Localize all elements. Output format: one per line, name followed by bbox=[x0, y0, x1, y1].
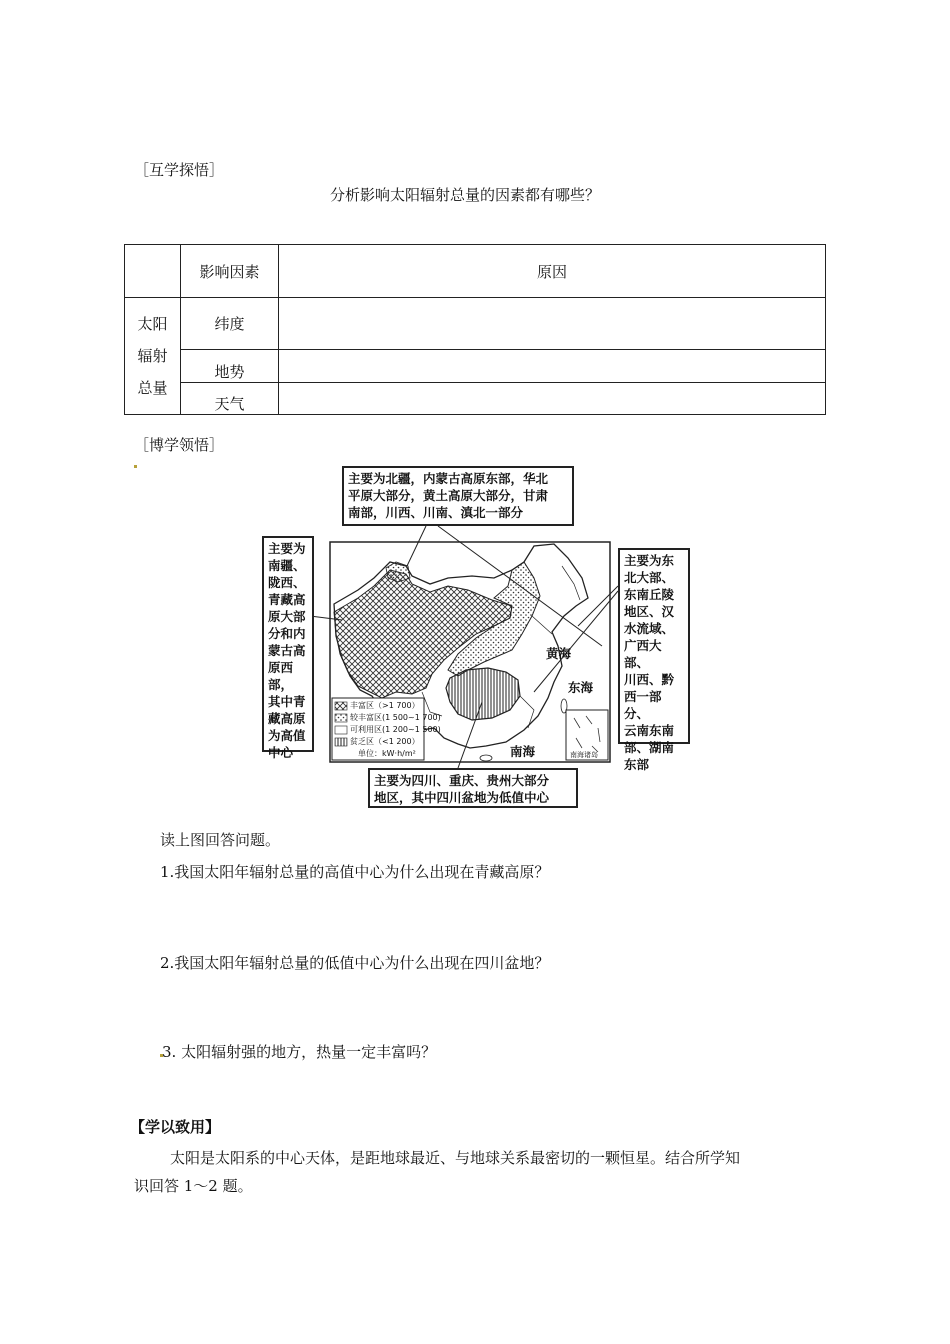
sea-label-huanghai: 黄海 bbox=[546, 646, 572, 661]
inset-label: 南海诸岛 bbox=[570, 751, 598, 759]
callout-line: 水流域、 bbox=[624, 621, 675, 636]
table-reason-cell[interactable] bbox=[279, 298, 826, 350]
question-1: 1.我国太阳年辐射总量的高值中心为什么出现在青藏高原？ bbox=[160, 863, 550, 881]
callout-line: 其中青 bbox=[268, 694, 306, 709]
table-header-factor: 影响因素 bbox=[181, 245, 279, 298]
callout-line: 蒙古高 bbox=[268, 643, 306, 658]
callout-line: 主要为北疆，内蒙古高原东部，华北 bbox=[348, 471, 549, 486]
paragraph-line: 太阳是太阳系的中心天体，是距地球最近、与地球关系最密切的一颗恒星。结合所学知 bbox=[170, 1149, 741, 1167]
callout-line: 分和内 bbox=[268, 626, 306, 641]
callout-line: 东部 bbox=[624, 757, 650, 772]
callout-line: 部、湖南 bbox=[624, 740, 675, 755]
callout-line: 陇西、 bbox=[268, 575, 306, 590]
section-heading-huxue: ［互学探悟］ bbox=[134, 161, 225, 179]
table-corner-cell bbox=[125, 245, 181, 298]
callout-right bbox=[618, 548, 690, 772]
callout-line: 中心 bbox=[268, 745, 294, 760]
callout-line: 藏高原 bbox=[268, 711, 306, 726]
table-reason-cell[interactable] bbox=[279, 383, 826, 415]
callout-line: 主要为四川、重庆、贵州大部分 bbox=[374, 773, 550, 788]
legend-swatch-rich bbox=[335, 702, 347, 710]
sea-label-donghai: 东海 bbox=[568, 680, 594, 695]
paragraph-line: 识回答 1～2 题。 bbox=[134, 1177, 253, 1195]
callout-line: 西一部分、 bbox=[624, 689, 662, 721]
callout-line: 主要为 bbox=[268, 541, 306, 556]
callout-line: 北大部、 bbox=[624, 570, 675, 585]
hainan-island bbox=[480, 755, 492, 761]
row-group-line: 总量 bbox=[137, 379, 168, 397]
stray-mark bbox=[134, 465, 137, 468]
callout-line: 青藏高 bbox=[268, 592, 306, 607]
callout-line: 川西、黔 bbox=[624, 672, 675, 687]
callout-line: 东南丘陵 bbox=[624, 587, 675, 602]
table-row bbox=[125, 383, 826, 415]
callout-line: 南疆、 bbox=[268, 558, 306, 573]
callout-line: 为高值 bbox=[268, 728, 306, 743]
table-reason-cell[interactable] bbox=[279, 350, 826, 383]
section-heading-xueyizhiyong: 【学以致用】 bbox=[130, 1118, 221, 1136]
legend-swatch-poor bbox=[335, 738, 347, 746]
callout-line: 地区、汉 bbox=[624, 604, 675, 619]
legend-label: 可利用区(1 200~1 500) bbox=[350, 725, 441, 734]
solar-radiation-map bbox=[262, 466, 692, 808]
table-header-reason: 原因 bbox=[279, 245, 826, 298]
legend-label: 丰富区（>1 700） bbox=[350, 701, 420, 710]
questions-intro: 读上图回答问题。 bbox=[160, 831, 281, 849]
factors-table bbox=[124, 244, 826, 415]
table-factor-cell: 天气 bbox=[181, 383, 279, 415]
legend-swatch-usable bbox=[335, 726, 347, 734]
table-row bbox=[125, 350, 826, 383]
callout-line: 平原大部分，黄土高原大部分，甘肃 bbox=[348, 488, 549, 503]
table-header-row bbox=[125, 245, 826, 298]
callout-top bbox=[342, 466, 574, 526]
section-question: 分析影响太阳辐射总量的因素都有哪些？ bbox=[330, 186, 601, 204]
row-group-line: 辐射 bbox=[137, 347, 168, 365]
callout-left bbox=[262, 536, 314, 760]
table-row bbox=[125, 298, 826, 350]
callout-line: 南部，川西、川南、滇北一部分 bbox=[348, 505, 524, 520]
section-heading-boxue: ［博学领悟］ bbox=[134, 436, 225, 454]
sea-label-nanhai: 南海 bbox=[510, 744, 536, 759]
callout-line: 地区，其中四川盆地为低值中心 bbox=[374, 790, 550, 805]
legend-label: 贫乏区（<1 200） bbox=[350, 737, 420, 746]
table-factor-cell: 纬度 bbox=[181, 298, 279, 350]
legend-swatch-relatively-rich bbox=[335, 714, 347, 722]
legend-label: 较丰富区(1 500~1 700) bbox=[350, 713, 441, 722]
question-3: 3. 太阳辐射强的地方，热量一定丰富吗？ bbox=[162, 1043, 437, 1061]
callout-line: 主要为东 bbox=[624, 553, 675, 568]
callout-bottom bbox=[368, 768, 578, 808]
question-2: 2.我国太阳年辐射总量的低值中心为什么出现在四川盆地？ bbox=[160, 954, 550, 972]
table-row-group-label bbox=[125, 298, 181, 415]
callout-line: 原大部 bbox=[268, 609, 306, 624]
callout-line: 原西部， bbox=[268, 660, 294, 692]
table-factor-cell: 地势 bbox=[181, 350, 279, 383]
callout-line: 云南东南 bbox=[624, 723, 675, 738]
legend-unit: 单位：kW·h/m² bbox=[358, 749, 416, 758]
callout-line: 广西大部、 bbox=[624, 638, 662, 670]
row-group-line: 太阳 bbox=[137, 315, 168, 333]
